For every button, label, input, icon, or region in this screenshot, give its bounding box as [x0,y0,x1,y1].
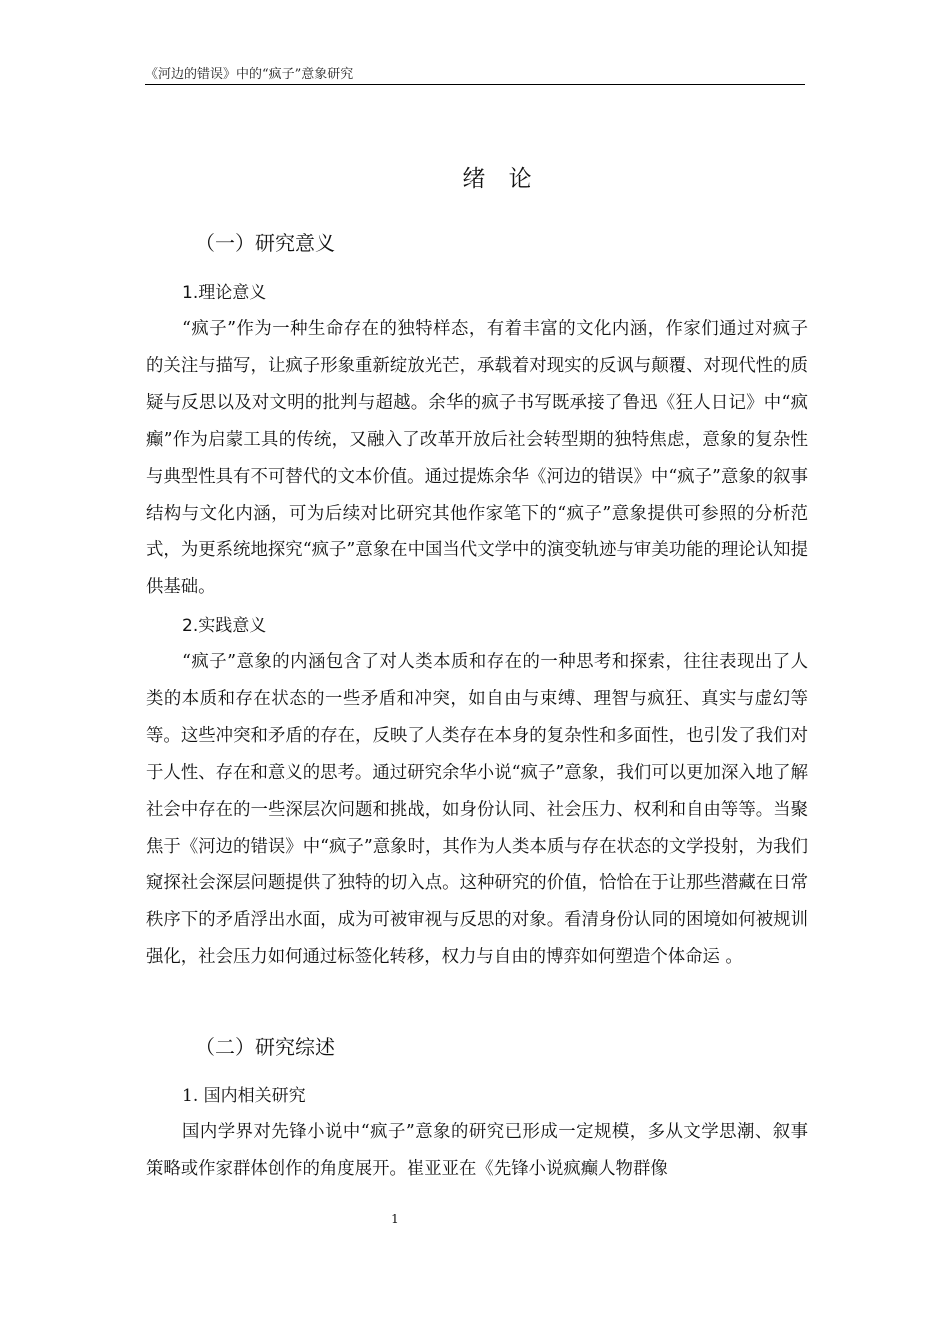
subsection-heading-practical-significance: 2.实践意义 [182,616,267,636]
page-number: 1 [391,1212,399,1226]
subsection-heading-theoretical-significance: 1.理论意义 [182,283,267,303]
chapter-title: 绪 论 [462,166,540,192]
subsection-heading-domestic-research: 1. 国内相关研究 [182,1086,306,1106]
paragraph-practical-significance: “疯子”意象的内涵包含了对人类本质和存在的一种思考和探索，往往表现出了人类的本质和存在状态的一些矛盾和冲突，如自由与束缚、理智与疯狂、真实与虚幻等等。这些冲突和矛盾的存在，反映了人类存在本身的复杂性和多面性，也引发了我们对于人性、存在和意义的思考。通过研究余华小说“疯子”意象，我们可以更加深入地了解社会中存在的一些深层次问题和挑战，如身份认同、社会压力、权利和自由等等。当聚焦于《河边的错误》中“疯子”意象时，其作为人类本质与存在状态的文学投射，为我们窥探社会深层问题提供了独特的切入点。这种研究的价值，恰恰在于让那些潜藏在日常秩序下的矛盾浮出水面，成为可被审视与反思的对象。看清身份认同的困境如何被规训强化，社会压力如何通过标签化转移，权力与自由的博弈如何塑造个体命运 。 [146,652,808,968]
section-heading-literature-review: （二）研究综述 [195,1035,335,1059]
running-header: 《河边的错误》中的“疯子”意象研究 [145,66,805,85]
paragraph-domestic-research: 国内学界对先锋小说中“疯子”意象的研究已形成一定规模，多从文学思潮、叙事策略或作家群体创作的角度展开。崔亚亚在《先锋小说疯癫人物群像 [146,1122,808,1179]
paragraph-theoretical-significance: “疯子”作为一种生命存在的独特样态，有着丰富的文化内涵，作家们通过对疯子的关注与描写，让疯子形象重新绽放光芒，承载着对现实的反讽与颠覆、对现代性的质疑与反思以及对文明的批判与超越。余华的疯子书写既承接了鲁迅《狂人日记》中“疯癫”作为启蒙工具的传统，又融入了改革开放后社会转型期的独特焦虑，意象的复杂性与典型性具有不可替代的文本价值。通过提炼余华《河边的错误》中“疯子”意象的叙事结构与文化内涵，可为后续对比研究其他作家笔下的“疯子”意象提供可参照的分析范式，为更系统地探究“疯子”意象在中国当代文学中的演变轨迹与审美功能的理论认知提供基础。 [146,319,808,598]
section-heading-research-significance: （一）研究意义 [195,231,335,255]
